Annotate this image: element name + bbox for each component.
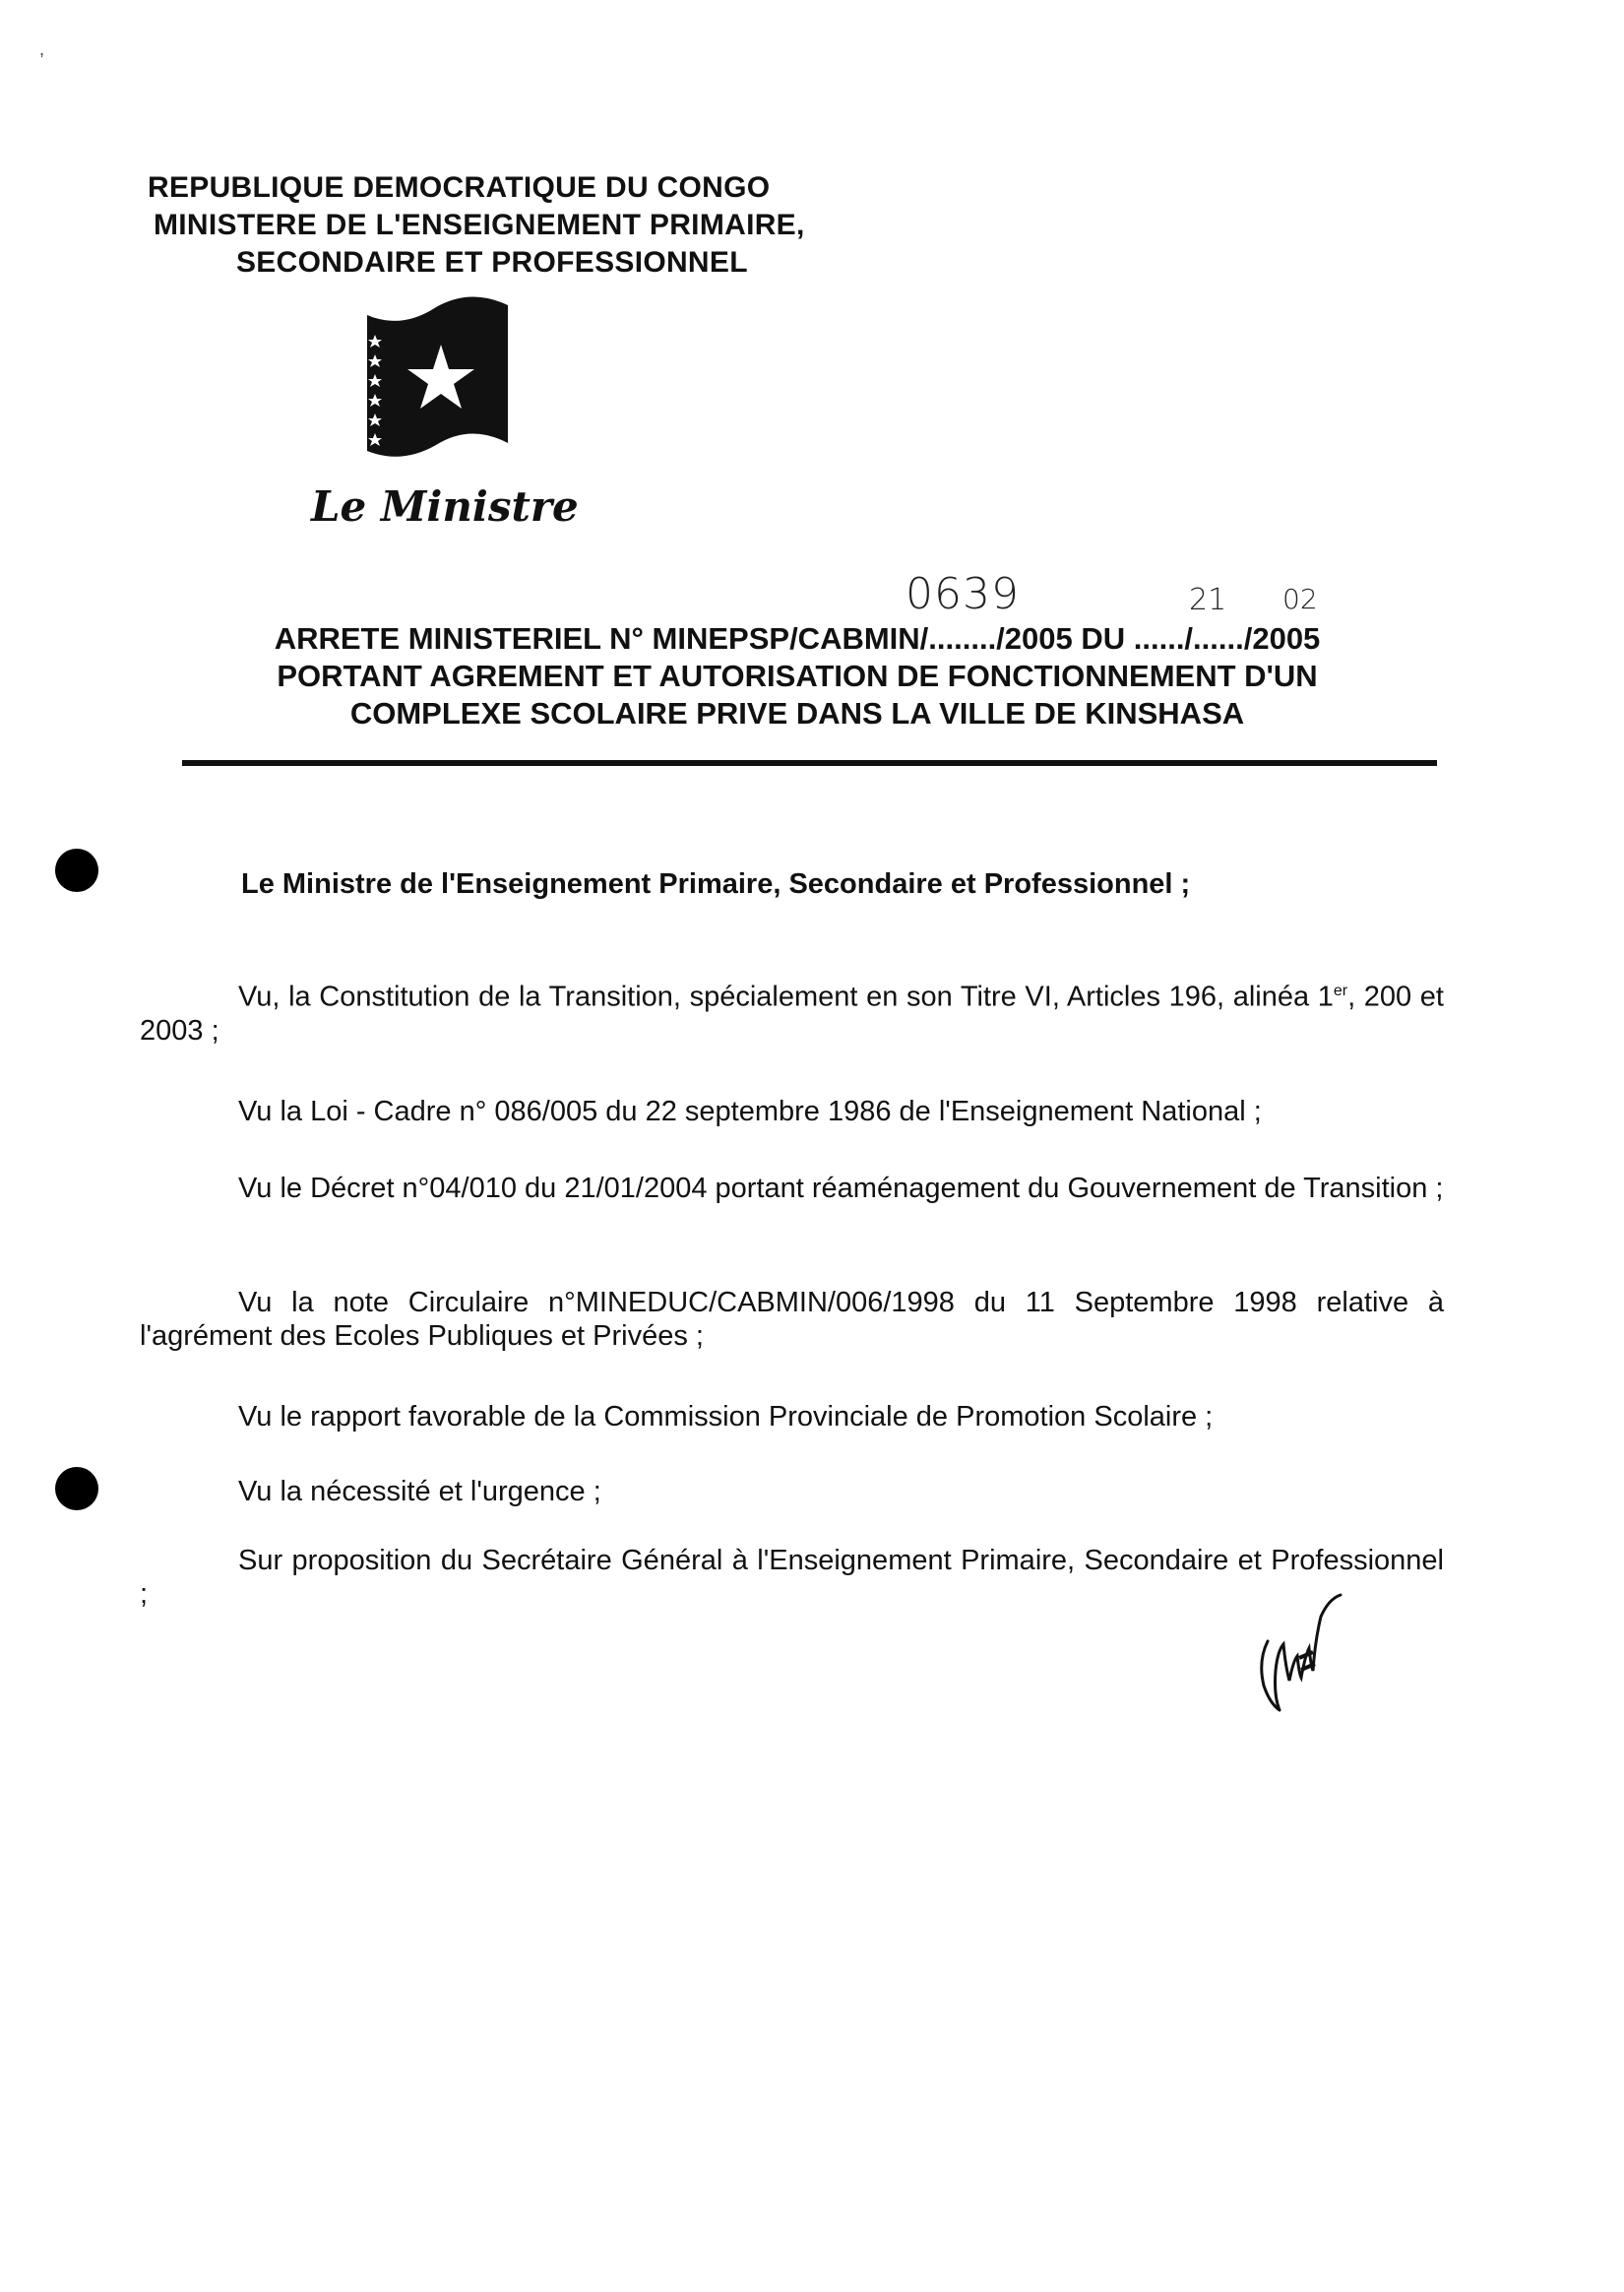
handwritten-month: 02: [1282, 583, 1318, 615]
consideration-loi-cadre: Vu la Loi - Cadre n° 086/005 du 22 septembre 1986 de l'Enseignement National ;: [238, 1096, 1262, 1127]
consideration-urgence: Vu la nécessité et l'urgence ;: [238, 1476, 601, 1507]
decree-title-line3: COMPLEXE SCOLAIRE PRIVE DANS LA VILLE DE KINSHASA: [349, 696, 1245, 731]
handwritten-day: 21: [1189, 583, 1227, 617]
letterhead-ministry: MINISTERE DE L'ENSEIGNEMENT PRIMAIRE,: [154, 209, 805, 241]
consideration-decret: Vu le Décret n°04/010 du 21/01/2004 portant réaménagement du Gouvernement de Transition ;: [238, 1173, 1444, 1204]
flag-star-emblem-icon: [362, 295, 510, 468]
consideration-proposition: Sur proposition du Secrétaire Général à l'Enseignement Primaire, Secondaire et Professionnel ;: [140, 1545, 1444, 1610]
title-underline: [182, 760, 1437, 766]
consideration-constitution: Vu, la Constitution de la Transition, spécialement en son Titre VI, Articles 196, alinéa 1er, 200 et 2003 ;: [140, 981, 1444, 1047]
letterhead: [148, 169, 805, 282]
letterhead-ministry-cont: SECONDAIRE ET PROFESSIONNEL: [236, 246, 748, 279]
scan-specks: ,: [39, 39, 45, 59]
consideration-circulaire: Vu la note Circulaire n°MINEDUC/CABMIN/006/1998 du 11 Septembre 1998 relative à l'agrément des Ecoles Publiques et Privées ;: [140, 1287, 1444, 1352]
handwritten-decree-number: 0639: [906, 569, 1020, 619]
letterhead-country: REPUBLIQUE DEMOCRATIQUE DU CONGO: [148, 171, 771, 204]
punch-hole-bottom: [55, 1467, 98, 1510]
decree-title-line1: ARRETE MINISTERIEL N° MINEPSP/CABMIN/......../2005 DU ....../....../2005: [274, 621, 1321, 656]
decree-title-line2: PORTANT AGREMENT ET AUTORISATION DE FONCTIONNEMENT D'UN: [277, 659, 1318, 693]
punch-hole-top: [55, 849, 98, 892]
decree-title: [148, 620, 1447, 732]
consideration-rapport: Vu le rapport favorable de la Commission Provinciale de Promotion Scolaire ;: [238, 1401, 1214, 1432]
minister-signature-title: Le Ministre: [311, 482, 579, 531]
handwritten-initials-icon: [1250, 1587, 1348, 1725]
preamble: Le Ministre de l'Enseignement Primaire, Secondaire et Professionnel ;: [241, 868, 1191, 900]
